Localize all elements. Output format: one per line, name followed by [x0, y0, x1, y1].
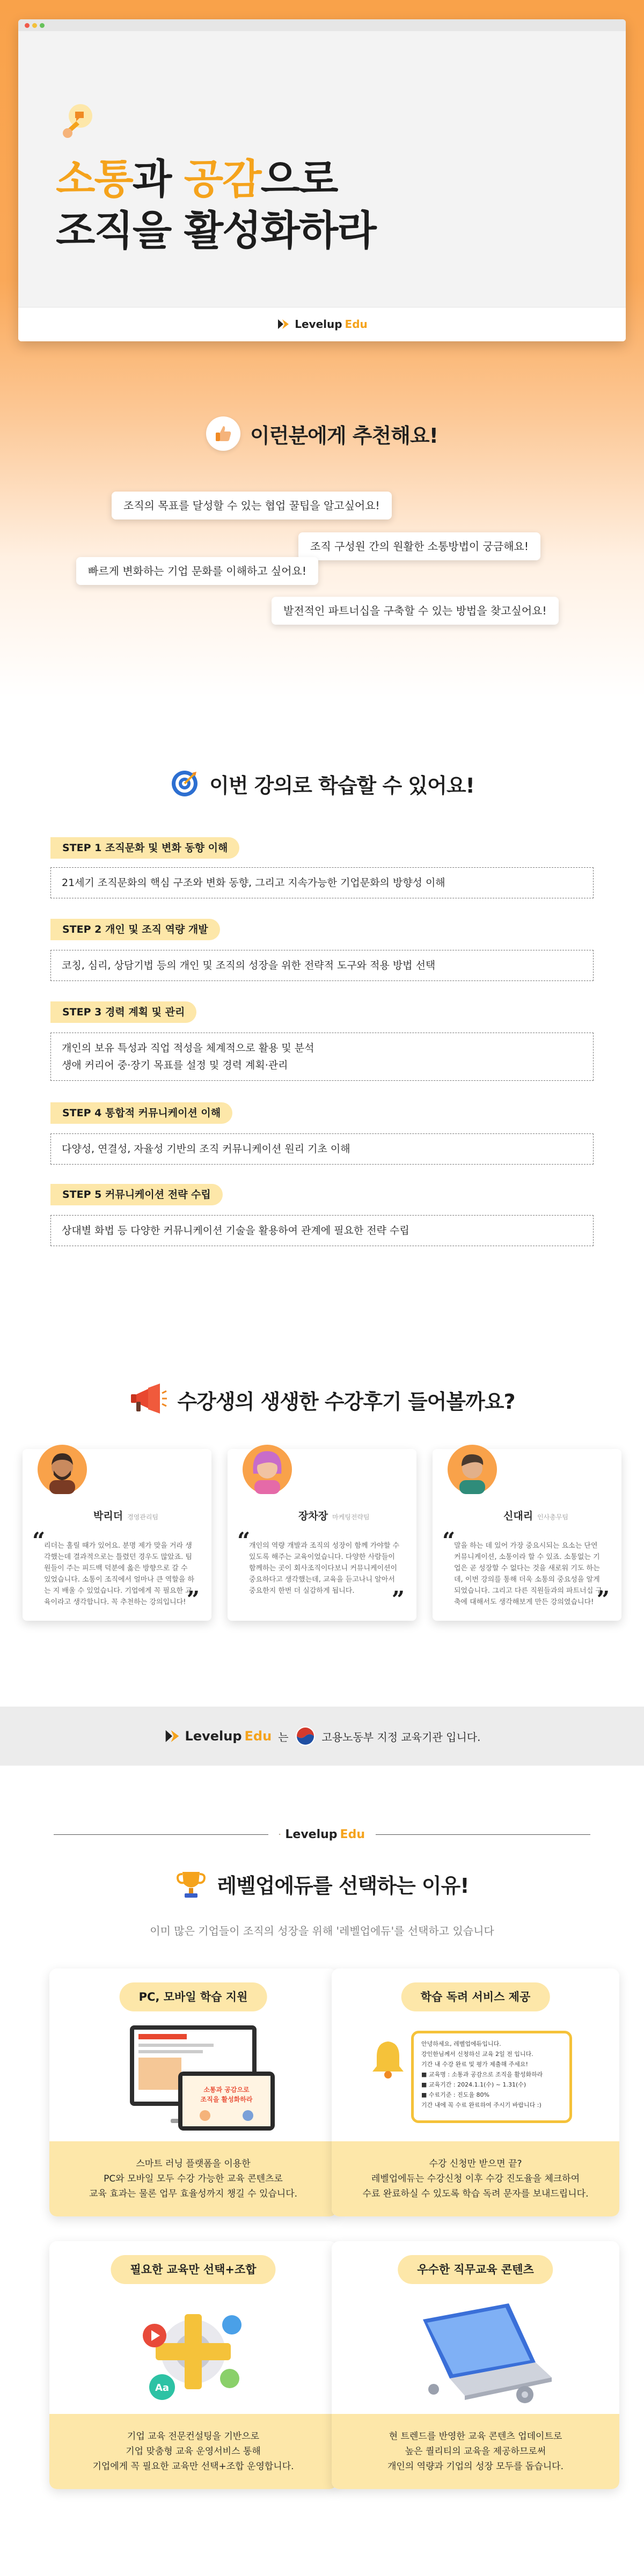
government-emblem-icon [295, 1726, 316, 1746]
gov-certification-bar [0, 1707, 644, 1766]
levelup-logo-icon [279, 1827, 281, 1842]
reviews-title: 수강생의 생생한 수강후기 들어볼까요? [177, 1389, 515, 1414]
recommend-bubble: 조직의 목표를 달성할 수 있는 협업 꿀팁을 알고싶어요! [112, 492, 392, 519]
review-card [433, 1449, 621, 1621]
levelup-logo-icon [276, 317, 290, 331]
step-3-text: 생애 커리어 중·장기 목표를 설정 및 경력 계획·관리 [62, 1059, 288, 1071]
reason-card-pc-mobile [49, 1968, 337, 2216]
reason-card-custom-education [49, 2241, 337, 2489]
card-title: 학습 독려 서비스 제공 [401, 1982, 550, 2011]
laptop-content-illustration [332, 2293, 619, 2411]
why-subtitle: 이미 많은 기업들이 조직의 성장을 위해 '레벨업에듀'를 선택하고 있습니다 [150, 1924, 494, 1937]
close-quote-icon: ” [596, 1586, 610, 1613]
recommend-bubble: 발전적인 파트너십을 구축할 수 있는 방법을 찾고싶어요! [272, 597, 559, 625]
card-description: 기업 교육 전문컨설팅을 기반으로 기업 맞춤형 교육 운영서비스 통해 기업에게 꼭 필요한 교육만 선택+조합 운영합니다. [49, 2414, 337, 2489]
levelup-logo: Levelup Edu [164, 1728, 272, 1745]
avatar [447, 1444, 498, 1495]
browser-titlebar [18, 19, 626, 31]
recommend-bubble: 조직 구성원 간의 원활한 소통방법이 궁금해요! [298, 532, 540, 560]
avatar [36, 1444, 88, 1495]
minimize-dot-icon [32, 23, 37, 28]
card-title: 필요한 교육만 선택+조합 [111, 2255, 275, 2284]
reviewer-name: 장차장 마케팅전략팀 [298, 1510, 370, 1522]
reason-card-quality-content [332, 2241, 619, 2489]
megaphone-icon [129, 1384, 167, 1416]
recommend-header [0, 416, 644, 451]
recommend-title: 이런분에게 추천해요! [250, 423, 438, 448]
communication-hand-icon [56, 100, 99, 143]
levelup-logo: Levelup Edu [279, 1827, 365, 1842]
card-description: 스마트 러닝 플랫폼을 이용한 PC와 모바일 모두 수강 가능한 교육 콘텐츠로 교육 효과는 물론 업무 효율성까지 챙길 수 있습니다. [49, 2141, 337, 2216]
step-3-text: 개인의 보유 특성과 직업 적성을 체계적으로 활용 및 분석 [62, 1042, 314, 1054]
custom-education-illustration [49, 2293, 337, 2411]
svg-text:소통과 공감으로: 소통과 공감으로 [203, 2086, 250, 2094]
step-2-text: 코칭, 심리, 상담기법 등의 개인 및 조직의 성장을 위한 전략적 도구와 적용 방법 선택 [62, 960, 436, 971]
thumbs-up-icon [206, 416, 240, 451]
card-title: 우수한 직무교육 콘텐츠 [398, 2255, 553, 2284]
divider-right [376, 1834, 590, 1835]
study-reminder-illustration [332, 2020, 619, 2138]
pc-mobile-illustration [49, 2020, 337, 2138]
close-dot-icon [25, 23, 30, 28]
reviewer-name: 신대리 인사총무팀 [503, 1510, 569, 1522]
recommend-bubble: 빠르게 변화하는 기업 문화를 이해하고 싶어요! [76, 557, 318, 585]
hero-browser-frame [18, 19, 626, 341]
card-description: 현 트렌드를 반영한 교육 콘텐츠 업데이트로 높은 퀄리티의 교육을 제공하므로써 개인의 역량과 기업의 성장 모두를 돕습니다. [332, 2414, 619, 2489]
maximize-dot-icon [40, 23, 45, 28]
why-header [0, 1868, 644, 1900]
step-4-box [50, 1133, 594, 1165]
levelup-logo-icon [164, 1728, 181, 1745]
step-4-tag: STEP 4 통합적 커뮤니케이션 이해 [50, 1102, 232, 1124]
review-text: 말을 하는 데 있어 가장 중요시되는 요소는 단연 커뮤니케이션, 소통이라 할 수 있죠. 소통없는 기업은 곧 성장할 수 없다는 것을 새로워 기도 하는데, 이번 강의를 통해 더욱 소통의 중요성을 알게 되었습니다. 그리고 다른 직원들과의 파트너십 구축에 대해서도 생각해보게 만든 강의였습니다! [454, 1542, 602, 1606]
step-1-text: 21세기 조직문화의 핵심 구조와 변화 동향, 그리고 지속가능한 기업문화의 방향성 이해 [62, 877, 445, 889]
svg-text:Aa: Aa [155, 2382, 170, 2394]
card-description: 수강 신청만 받으면 끝? 레벨업에듀는 수강신청 이후 수강 진도율을 체크하여 수료 완료하실 수 있도록 학습 독려 문자를 보내드립니다. [332, 2141, 619, 2216]
why-title: 레벨업에듀를 선택하는 이유! [217, 1874, 469, 1898]
review-card [23, 1449, 211, 1621]
open-quote-icon: “ [442, 1527, 456, 1554]
reminder-message-box: 안녕하세요, 레벨업에듀입니다. 강인한님께서 신청하신 교육 2일 전 입니다. 기간 내 수강 완료 및 평가 제출해 주세요! ■ 교육명 : 소통과 공감으로 조직을 활성화하라 ■ 교육기간 : 2024.1.1(수) ~ 1.31(수) ■ 수료기준 : 진도율 80% 기간 내에 꼭 수료 완료하여 주시기 바랍니다 :) [411, 2031, 572, 2123]
target-icon [170, 769, 200, 799]
step-1-box [50, 867, 594, 898]
step-4-text: 다양성, 연결성, 자율성 기반의 조직 커뮤니케이션 원리 기초 이해 [62, 1143, 350, 1155]
step-3-tag: STEP 3 경력 계획 및 관리 [50, 1001, 196, 1023]
review-card [228, 1449, 416, 1621]
svg-text:조직을 활성화하라: 조직을 활성화하라 [200, 2096, 253, 2103]
trophy-icon [175, 1868, 207, 1900]
hero-title: 소통과 공감으로 조직을 활성화하라 [56, 155, 376, 254]
bell-icon [369, 2038, 407, 2081]
step-2-box [50, 950, 594, 981]
avatar [241, 1444, 293, 1495]
step-5-box [50, 1215, 594, 1246]
reviews-header [0, 1384, 644, 1416]
step-5-tag: STEP 5 커뮤니케이션 전략 수립 [50, 1184, 223, 1205]
learn-header [0, 769, 644, 799]
open-quote-icon: “ [32, 1527, 46, 1554]
review-text: 개인의 역량 개발과 조직의 성장이 함께 가야할 수 있도록 해주는 교육이었습니다. 다양한 사람들이 함께하는 곳이 회사조직이다보니 커뮤니케이션이 중요하다고 생각했는데, 교육을 듣고나니 알아서 중요한지 한번 더 실감하게 됩니다. [249, 1542, 400, 1595]
hero-footer [18, 307, 626, 341]
card-title: PC, 모바일 학습 지원 [120, 1982, 267, 2011]
step-5-text: 상대별 화법 등 다양한 커뮤니케이션 기술을 활용하여 관계에 필요한 전략 수립 [62, 1225, 409, 1236]
step-2-tag: STEP 2 개인 및 조직 역량 개발 [50, 919, 220, 940]
open-quote-icon: “ [237, 1527, 251, 1554]
reason-card-study-reminder [332, 1968, 619, 2216]
review-text: 리더는 홀릴 때가 있어요. 분명 제가 맞을 거라 생각했는데 결과적으로는 틀렸던 경우도 많았죠. 팀원들이 주는 피드백 덕분에 옳은 방향으로 갈 수 있었습니다. 소통이 조직에서 얼마나 큰 역할을 하는 지 배울 수 있었습니다. 기업에게 꼭 필요한 교육이라고 생각합니다. 꼭 추천하는 강의입니다! [44, 1542, 195, 1606]
divider-left [54, 1834, 268, 1835]
levelup-logo: Levelup Edu [18, 317, 626, 331]
gov-text: 고용노동부 지정 교육기관 입니다. [321, 1730, 481, 1744]
learn-title: 이번 강의로 학습할 수 있어요! [209, 773, 474, 797]
gov-particle: 는 [278, 1730, 289, 1744]
reviewer-name: 박리더 경영관리팀 [93, 1510, 159, 1522]
step-3-box [50, 1033, 594, 1081]
close-quote-icon: ” [186, 1586, 200, 1613]
step-1-tag: STEP 1 조직문화 및 변화 동향 이해 [50, 837, 239, 859]
close-quote-icon: ” [391, 1586, 405, 1613]
